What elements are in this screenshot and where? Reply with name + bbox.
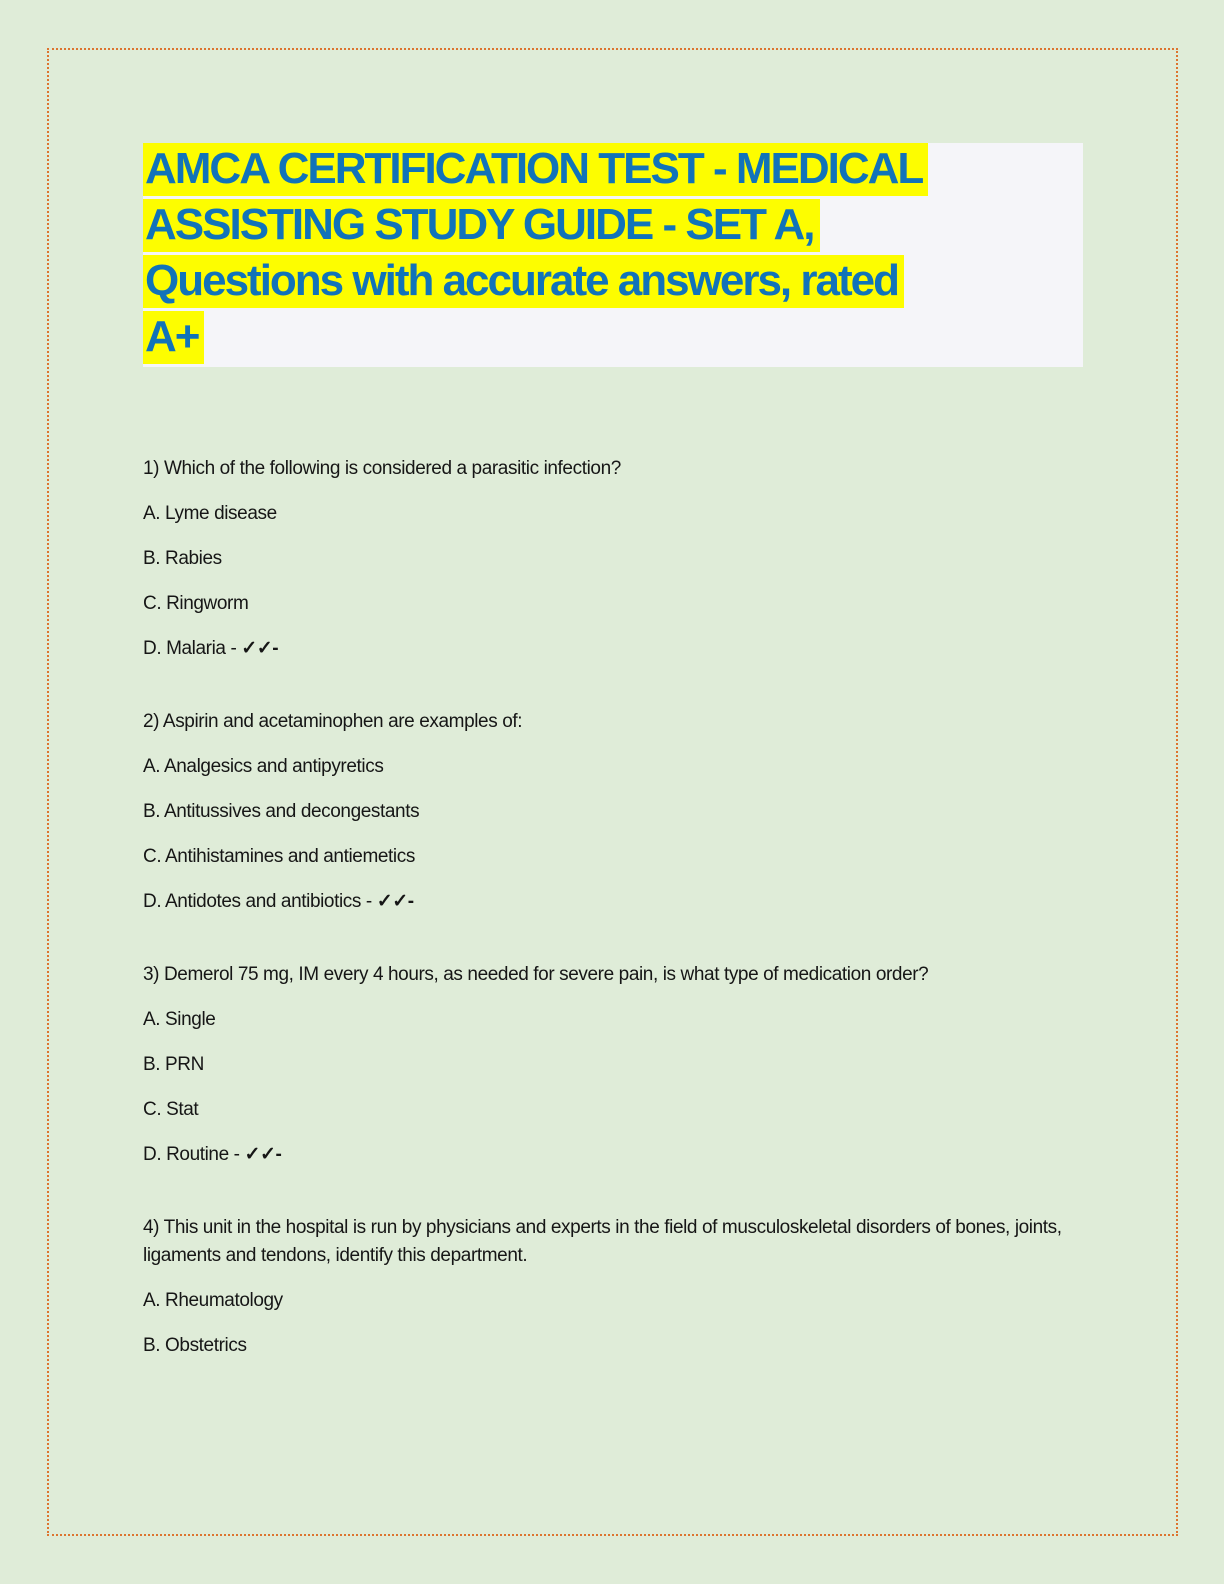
option-label: D. Antidotes and antibiotics - (143, 891, 377, 912)
option-label: B. Rabies (143, 548, 222, 569)
answer-option (143, 635, 1083, 663)
option-label: D. Routine - (143, 1144, 245, 1165)
option-label: A. Single (143, 1009, 216, 1030)
answer-option (143, 843, 1083, 871)
title-line-3 (143, 255, 1083, 311)
option-label: B. PRN (143, 1054, 204, 1075)
question-block-2 (143, 708, 1083, 916)
title-line-1 (143, 143, 1083, 199)
correct-answer-checkmarks: ✓✓- (241, 638, 279, 659)
answer-option (143, 1096, 1083, 1124)
correct-answer-checkmarks: ✓✓- (244, 1144, 282, 1165)
answer-option (143, 1287, 1083, 1315)
title-highlight: Questions with accurate answers, rated (143, 255, 904, 308)
option-label: B. Antitussives and decongestants (143, 801, 420, 822)
title-line-4 (143, 311, 1083, 367)
option-label: C. Ringworm (143, 593, 249, 614)
answer-option (143, 590, 1083, 618)
option-label: A. Analgesics and antipyretics (143, 756, 384, 777)
question-block-1 (143, 455, 1083, 663)
question-block-4 (143, 1214, 1083, 1360)
title-line-2 (143, 199, 1083, 255)
answer-option (143, 798, 1083, 826)
answer-option (143, 1006, 1083, 1034)
document-page (143, 143, 1083, 1405)
option-label: A. Rheumatology (143, 1290, 283, 1311)
option-label: D. Malaria - (143, 638, 242, 659)
option-label: C. Antihistamines and antiemetics (143, 846, 415, 867)
answer-option (143, 1051, 1083, 1079)
answer-option (143, 1332, 1083, 1360)
title-highlight: A+ (143, 311, 204, 364)
question-text: 3) Demerol 75 mg, IM every 4 hours, as needed for severe pain, is what type of medication order? (143, 964, 929, 985)
option-label: A. Lyme disease (143, 503, 277, 524)
option-label: C. Stat (143, 1099, 199, 1120)
title-highlight: ASSISTING STUDY GUIDE - SET A, (143, 199, 820, 252)
option-label: B. Obstetrics (143, 1335, 247, 1356)
question-text: 1) Which of the following is considered a parasitic infection? (143, 458, 621, 479)
answer-option (143, 753, 1083, 781)
correct-answer-checkmarks: ✓✓- (376, 891, 414, 912)
question-text: 4) This unit in the hospital is run by physicians and experts in the field of musculoskeletal disorders of bones, joints, ligaments and tendons, identify this department. (143, 1217, 1062, 1266)
question-text: 2) Aspirin and acetaminophen are examples of: (143, 711, 523, 732)
page-title (143, 143, 1083, 367)
answer-option (143, 1141, 1083, 1169)
answer-option (143, 500, 1083, 528)
answer-option (143, 545, 1083, 573)
questions-section (143, 455, 1083, 1360)
title-highlight: AMCA CERTIFICATION TEST - MEDICAL (143, 143, 928, 196)
question-block-3 (143, 961, 1083, 1169)
answer-option (143, 888, 1083, 916)
